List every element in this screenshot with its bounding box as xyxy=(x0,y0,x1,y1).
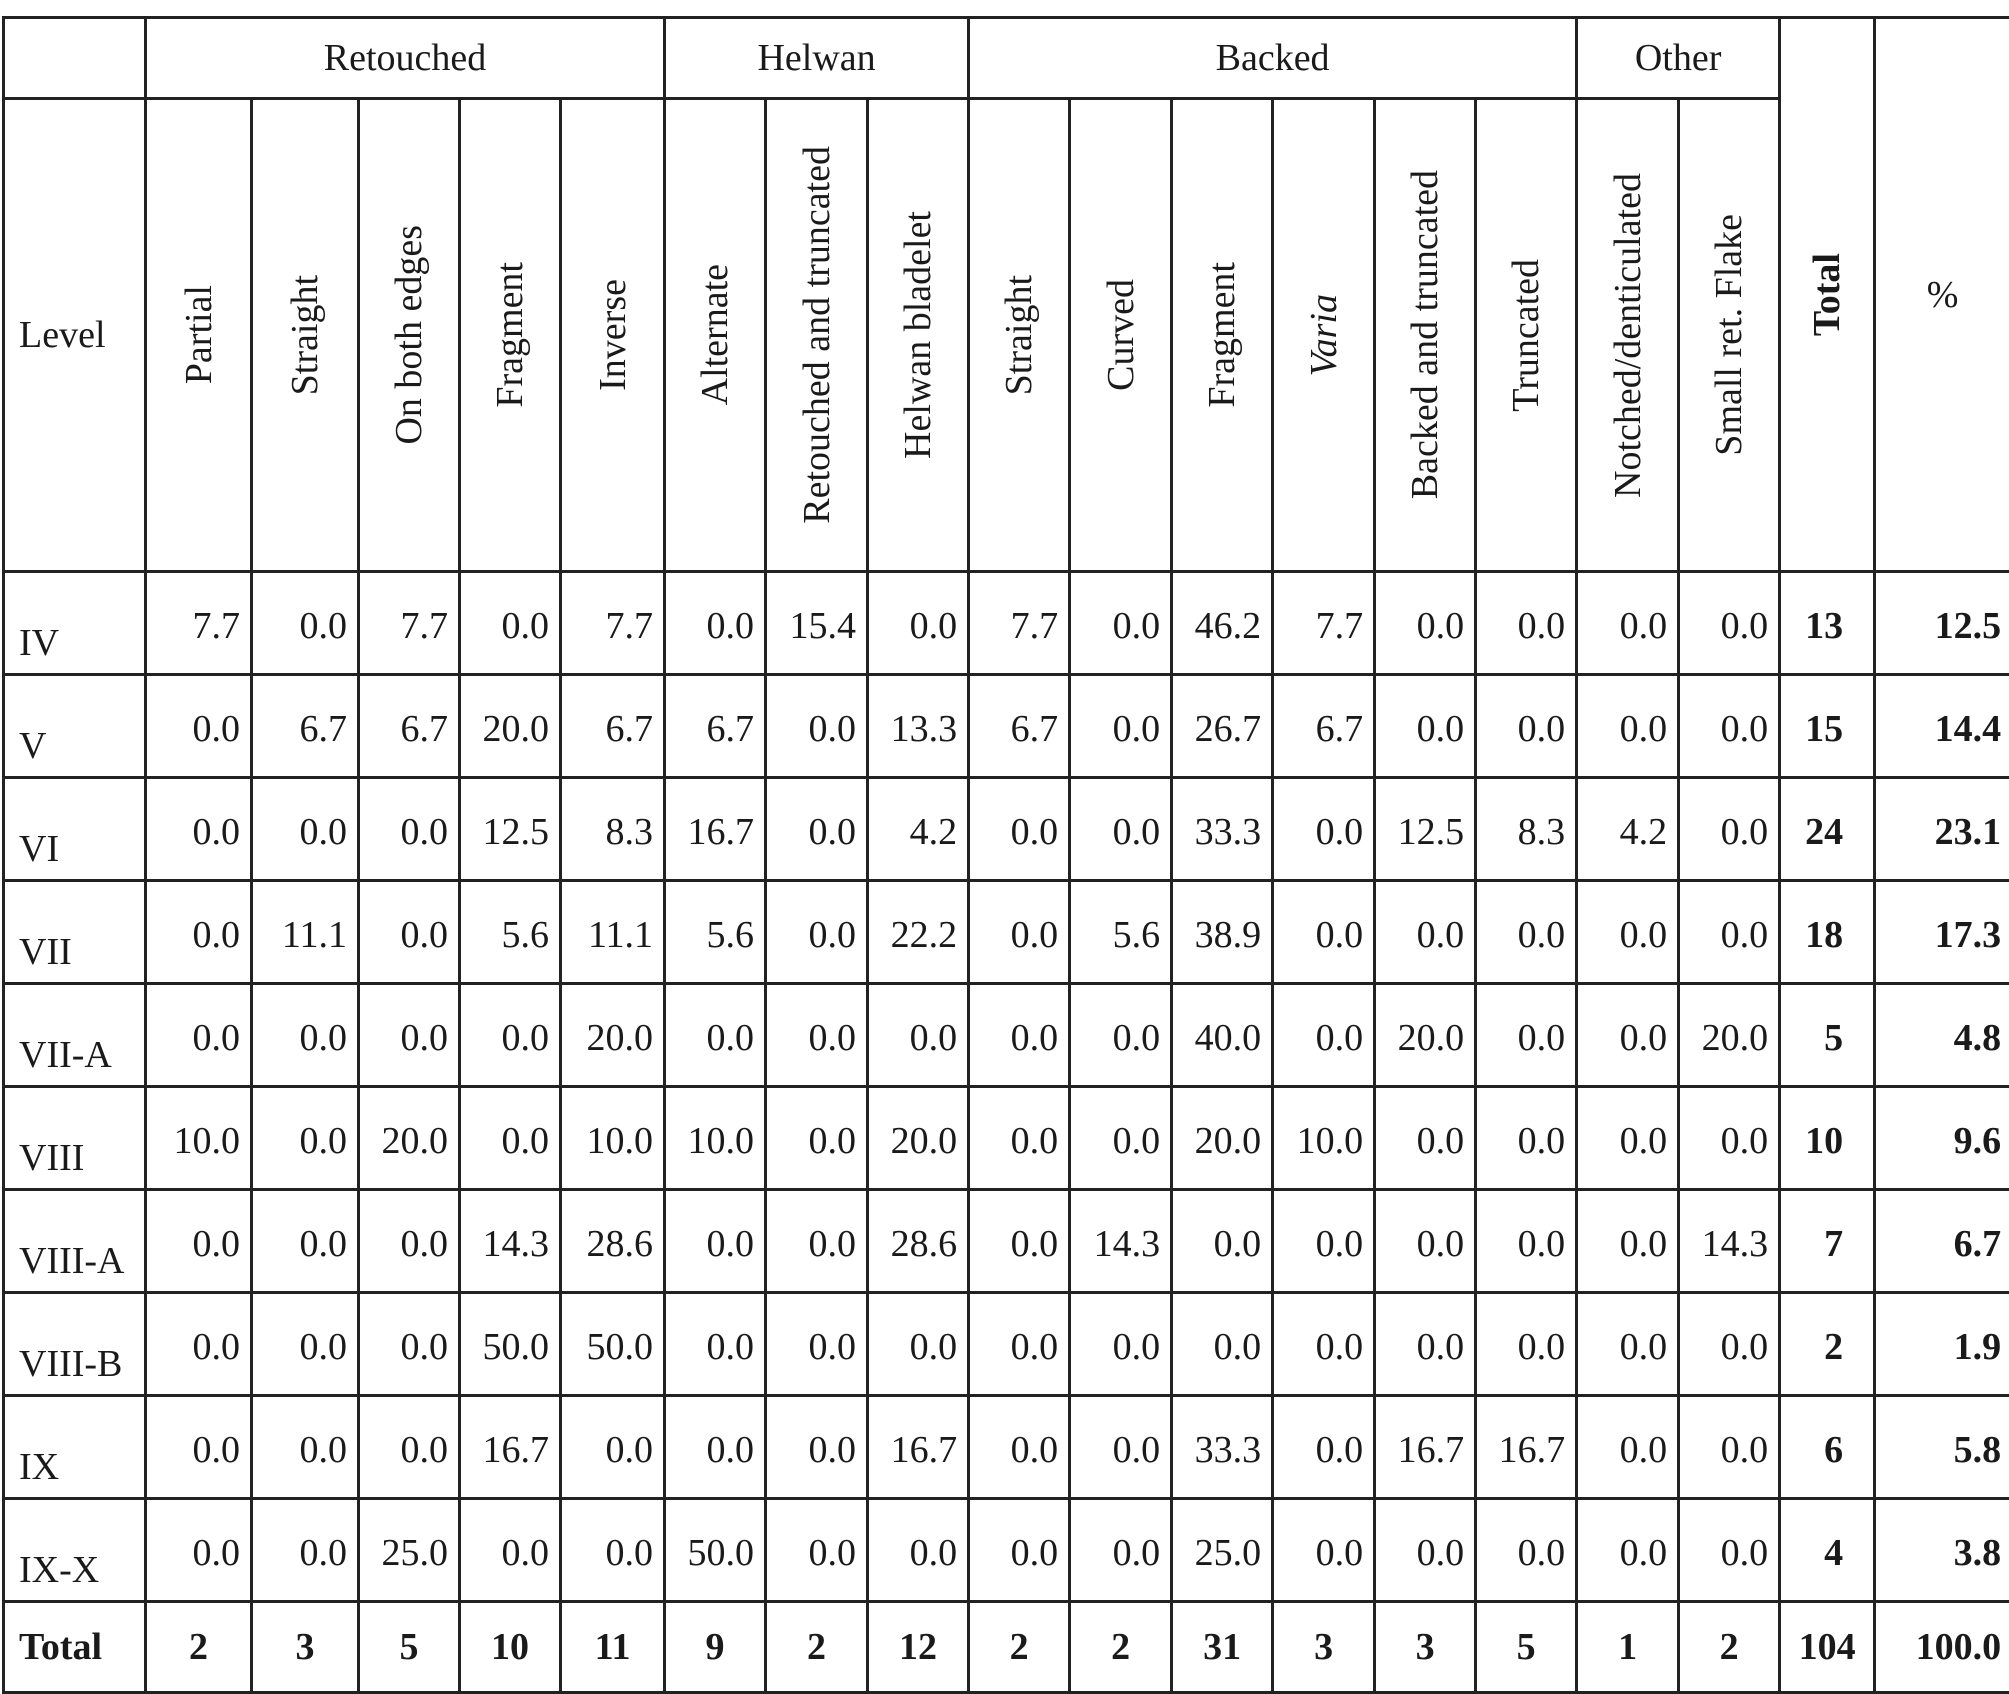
value-cell: 0.0 xyxy=(969,881,1070,984)
value-cell: 14.3 xyxy=(1679,1190,1780,1293)
value-cell: 0.0 xyxy=(1172,1293,1273,1396)
value-cell: 6.7 xyxy=(1273,675,1375,778)
total-header xyxy=(1780,18,1875,572)
value-cell: 46.2 xyxy=(1172,572,1273,675)
value-cell: 40.0 xyxy=(1172,984,1273,1087)
value-cell: 0.0 xyxy=(1577,984,1679,1087)
value-cell: 0.0 xyxy=(146,778,252,881)
value-cell: 0.0 xyxy=(969,1396,1070,1499)
value-cell: 0.0 xyxy=(561,1396,665,1499)
value-cell: 15.4 xyxy=(766,572,868,675)
value-cell: 0.0 xyxy=(1476,675,1577,778)
value-cell: 0.0 xyxy=(766,1190,868,1293)
value-cell: 0.0 xyxy=(665,1396,766,1499)
blank-corner-cell xyxy=(4,18,146,99)
value-cell: 0.0 xyxy=(146,675,252,778)
value-cell: 0.0 xyxy=(665,572,766,675)
row-percent-cell: 17.3 xyxy=(1875,881,2009,984)
column-header xyxy=(1273,99,1375,572)
value-cell: 0.0 xyxy=(146,984,252,1087)
value-cell: 16.7 xyxy=(1476,1396,1577,1499)
column-total-cell: 9 xyxy=(665,1602,766,1693)
column-header xyxy=(868,99,969,572)
table-row xyxy=(4,1293,2009,1396)
column-total-cell: 31 xyxy=(1172,1602,1273,1693)
column-header xyxy=(460,99,561,572)
totals-row xyxy=(4,1602,2009,1693)
value-cell: 20.0 xyxy=(460,675,561,778)
value-cell: 0.0 xyxy=(665,1190,766,1293)
value-cell: 25.0 xyxy=(1172,1499,1273,1602)
value-cell: 16.7 xyxy=(460,1396,561,1499)
value-cell: 0.0 xyxy=(766,1396,868,1499)
value-cell: 6.7 xyxy=(561,675,665,778)
row-percent-cell: 4.8 xyxy=(1875,984,2009,1087)
value-cell: 0.0 xyxy=(1273,1499,1375,1602)
row-total-cell: 24 xyxy=(1780,778,1875,881)
value-cell: 0.0 xyxy=(1679,1499,1780,1602)
value-cell: 0.0 xyxy=(1476,881,1577,984)
value-cell: 0.0 xyxy=(460,1499,561,1602)
value-cell: 0.0 xyxy=(969,1087,1070,1190)
value-cell: 11.1 xyxy=(561,881,665,984)
level-cell: VII-A xyxy=(4,984,146,1087)
column-header-label: Partial xyxy=(177,285,221,384)
value-cell: 6.7 xyxy=(252,675,359,778)
value-cell: 0.0 xyxy=(146,881,252,984)
value-cell: 0.0 xyxy=(1476,1293,1577,1396)
group-header-helwan: Helwan xyxy=(665,18,969,99)
column-header xyxy=(1476,99,1577,572)
value-cell: 0.0 xyxy=(766,881,868,984)
row-total-cell: 5 xyxy=(1780,984,1875,1087)
group-header-row xyxy=(4,18,2009,99)
value-cell: 0.0 xyxy=(1070,984,1172,1087)
value-cell: 7.7 xyxy=(561,572,665,675)
value-cell: 0.0 xyxy=(561,1499,665,1602)
value-cell: 50.0 xyxy=(561,1293,665,1396)
table-row xyxy=(4,1087,2009,1190)
value-cell: 0.0 xyxy=(1679,881,1780,984)
row-total-cell: 10 xyxy=(1780,1087,1875,1190)
table-row xyxy=(4,984,2009,1087)
group-header-other: Other xyxy=(1577,18,1780,99)
value-cell: 0.0 xyxy=(252,1396,359,1499)
column-header xyxy=(1577,99,1679,572)
column-header-label: Retouched and truncated xyxy=(795,146,839,524)
value-cell: 0.0 xyxy=(1679,675,1780,778)
value-cell: 0.0 xyxy=(146,1396,252,1499)
value-cell: 20.0 xyxy=(1172,1087,1273,1190)
value-cell: 4.2 xyxy=(1577,778,1679,881)
value-cell: 0.0 xyxy=(146,1190,252,1293)
value-cell: 0.0 xyxy=(665,1293,766,1396)
value-cell: 0.0 xyxy=(1577,572,1679,675)
value-cell: 26.7 xyxy=(1172,675,1273,778)
total-header-label: Total xyxy=(1805,253,1849,336)
column-header xyxy=(1679,99,1780,572)
table-row xyxy=(4,1499,2009,1602)
value-cell: 0.0 xyxy=(1273,1293,1375,1396)
column-header xyxy=(359,99,460,572)
value-cell: 0.0 xyxy=(868,1499,969,1602)
value-cell: 0.0 xyxy=(665,984,766,1087)
column-header xyxy=(1375,99,1476,572)
value-cell: 0.0 xyxy=(1476,572,1577,675)
value-cell: 0.0 xyxy=(146,1499,252,1602)
value-cell: 0.0 xyxy=(252,572,359,675)
column-total-cell: 3 xyxy=(1273,1602,1375,1693)
group-header-retouched: Retouched xyxy=(146,18,665,99)
column-total-cell: 2 xyxy=(1679,1602,1780,1693)
grand-total-cell: 104 xyxy=(1780,1602,1875,1693)
value-cell: 0.0 xyxy=(766,1087,868,1190)
column-header-label: Varia xyxy=(1302,294,1346,376)
value-cell: 0.0 xyxy=(1476,1499,1577,1602)
value-cell: 16.7 xyxy=(665,778,766,881)
value-cell: 0.0 xyxy=(1375,572,1476,675)
column-header-label: Notched/denticulated xyxy=(1606,173,1650,498)
column-total-cell: 3 xyxy=(1375,1602,1476,1693)
value-cell: 0.0 xyxy=(1577,675,1679,778)
level-cell: VI xyxy=(4,778,146,881)
value-cell: 0.0 xyxy=(1375,881,1476,984)
value-cell: 0.0 xyxy=(1476,1190,1577,1293)
value-cell: 0.0 xyxy=(868,984,969,1087)
level-cell: VIII xyxy=(4,1087,146,1190)
value-cell: 0.0 xyxy=(868,572,969,675)
value-cell: 4.2 xyxy=(868,778,969,881)
column-total-cell: 11 xyxy=(561,1602,665,1693)
value-cell: 0.0 xyxy=(1577,881,1679,984)
column-header-label: Fragment xyxy=(488,262,532,408)
row-percent-cell: 1.9 xyxy=(1875,1293,2009,1396)
column-header xyxy=(969,99,1070,572)
value-cell: 10.0 xyxy=(1273,1087,1375,1190)
value-cell: 8.3 xyxy=(561,778,665,881)
value-cell: 0.0 xyxy=(1375,1087,1476,1190)
value-cell: 28.6 xyxy=(868,1190,969,1293)
column-total-cell: 2 xyxy=(766,1602,868,1693)
value-cell: 5.6 xyxy=(665,881,766,984)
value-cell: 0.0 xyxy=(969,1293,1070,1396)
value-cell: 20.0 xyxy=(1679,984,1780,1087)
value-cell: 12.5 xyxy=(1375,778,1476,881)
column-header xyxy=(1172,99,1273,572)
value-cell: 0.0 xyxy=(1577,1087,1679,1190)
value-cell: 0.0 xyxy=(969,984,1070,1087)
value-cell: 33.3 xyxy=(1172,778,1273,881)
value-cell: 0.0 xyxy=(1273,1396,1375,1499)
value-cell: 0.0 xyxy=(1070,778,1172,881)
row-percent-cell: 23.1 xyxy=(1875,778,2009,881)
column-total-cell: 3 xyxy=(252,1602,359,1693)
column-total-cell: 1 xyxy=(1577,1602,1679,1693)
level-cell: VIII-B xyxy=(4,1293,146,1396)
value-cell: 7.7 xyxy=(969,572,1070,675)
value-cell: 0.0 xyxy=(359,1190,460,1293)
value-cell: 0.0 xyxy=(1476,984,1577,1087)
value-cell: 7.7 xyxy=(146,572,252,675)
value-cell: 12.5 xyxy=(460,778,561,881)
column-header-row xyxy=(4,99,2009,572)
row-percent-cell: 14.4 xyxy=(1875,675,2009,778)
value-cell: 10.0 xyxy=(561,1087,665,1190)
value-cell: 0.0 xyxy=(766,778,868,881)
value-cell: 0.0 xyxy=(1679,1293,1780,1396)
group-header-backed: Backed xyxy=(969,18,1577,99)
value-cell: 28.6 xyxy=(561,1190,665,1293)
column-header xyxy=(1070,99,1172,572)
level-cell: IV xyxy=(4,572,146,675)
value-cell: 0.0 xyxy=(1679,572,1780,675)
row-total-cell: 15 xyxy=(1780,675,1875,778)
value-cell: 0.0 xyxy=(359,778,460,881)
value-cell: 0.0 xyxy=(1273,778,1375,881)
table-row xyxy=(4,675,2009,778)
value-cell: 7.7 xyxy=(1273,572,1375,675)
value-cell: 0.0 xyxy=(460,1087,561,1190)
value-cell: 0.0 xyxy=(1375,1499,1476,1602)
value-cell: 0.0 xyxy=(1070,675,1172,778)
value-cell: 0.0 xyxy=(1577,1190,1679,1293)
value-cell: 0.0 xyxy=(1070,1087,1172,1190)
value-cell: 7.7 xyxy=(359,572,460,675)
column-header-label: Backed and truncated xyxy=(1403,170,1447,499)
value-cell: 0.0 xyxy=(252,1190,359,1293)
column-header xyxy=(561,99,665,572)
value-cell: 0.0 xyxy=(969,778,1070,881)
value-cell: 0.0 xyxy=(252,984,359,1087)
percent-header: % xyxy=(1875,18,2009,572)
value-cell: 0.0 xyxy=(252,778,359,881)
value-cell: 22.2 xyxy=(868,881,969,984)
value-cell: 11.1 xyxy=(252,881,359,984)
value-cell: 0.0 xyxy=(1679,778,1780,881)
value-cell: 0.0 xyxy=(1375,1190,1476,1293)
column-header-label: Curved xyxy=(1099,279,1143,391)
column-header-label: Small ret. Flake xyxy=(1707,214,1751,456)
value-cell: 0.0 xyxy=(460,984,561,1087)
totals-label: Total xyxy=(4,1602,146,1693)
value-cell: 0.0 xyxy=(252,1499,359,1602)
column-header-label: On both edges xyxy=(387,225,431,445)
column-total-cell: 2 xyxy=(1070,1602,1172,1693)
column-header xyxy=(665,99,766,572)
table-row xyxy=(4,1396,2009,1499)
value-cell: 20.0 xyxy=(868,1087,969,1190)
column-header-label: Straight xyxy=(997,275,1041,395)
value-cell: 5.6 xyxy=(460,881,561,984)
row-percent-cell: 12.5 xyxy=(1875,572,2009,675)
table-row xyxy=(4,778,2009,881)
row-percent-cell: 3.8 xyxy=(1875,1499,2009,1602)
value-cell: 13.3 xyxy=(868,675,969,778)
value-cell: 0.0 xyxy=(1577,1396,1679,1499)
value-cell: 0.0 xyxy=(1476,1087,1577,1190)
value-cell: 0.0 xyxy=(1172,1190,1273,1293)
column-header-label: Alternate xyxy=(693,264,737,405)
level-cell: VIII-A xyxy=(4,1190,146,1293)
column-header-label: Fragment xyxy=(1200,262,1244,408)
value-cell: 20.0 xyxy=(1375,984,1476,1087)
value-cell: 38.9 xyxy=(1172,881,1273,984)
row-total-cell: 18 xyxy=(1780,881,1875,984)
column-total-cell: 12 xyxy=(868,1602,969,1693)
value-cell: 16.7 xyxy=(1375,1396,1476,1499)
value-cell: 50.0 xyxy=(460,1293,561,1396)
value-cell: 0.0 xyxy=(460,572,561,675)
column-total-cell: 10 xyxy=(460,1602,561,1693)
value-cell: 10.0 xyxy=(146,1087,252,1190)
value-cell: 0.0 xyxy=(1070,572,1172,675)
table-row xyxy=(4,572,2009,675)
value-cell: 0.0 xyxy=(252,1293,359,1396)
value-cell: 25.0 xyxy=(359,1499,460,1602)
value-cell: 0.0 xyxy=(969,1190,1070,1293)
value-cell: 6.7 xyxy=(969,675,1070,778)
value-cell: 0.0 xyxy=(766,1499,868,1602)
row-total-cell: 4 xyxy=(1780,1499,1875,1602)
row-total-cell: 13 xyxy=(1780,572,1875,675)
row-percent-cell: 5.8 xyxy=(1875,1396,2009,1499)
value-cell: 0.0 xyxy=(252,1087,359,1190)
value-cell: 0.0 xyxy=(1273,984,1375,1087)
value-cell: 0.0 xyxy=(1679,1396,1780,1499)
value-cell: 0.0 xyxy=(1070,1293,1172,1396)
lithic-typology-table xyxy=(2,16,2009,1694)
value-cell: 0.0 xyxy=(359,1293,460,1396)
value-cell: 0.0 xyxy=(359,1396,460,1499)
value-cell: 16.7 xyxy=(868,1396,969,1499)
value-cell: 0.0 xyxy=(1070,1499,1172,1602)
column-header-label: Inverse xyxy=(591,279,635,391)
value-cell: 50.0 xyxy=(665,1499,766,1602)
value-cell: 0.0 xyxy=(359,881,460,984)
value-cell: 0.0 xyxy=(359,984,460,1087)
value-cell: 0.0 xyxy=(1577,1499,1679,1602)
level-cell: IX-X xyxy=(4,1499,146,1602)
level-cell: IX xyxy=(4,1396,146,1499)
value-cell: 6.7 xyxy=(359,675,460,778)
column-header-label: Straight xyxy=(283,275,327,395)
value-cell: 8.3 xyxy=(1476,778,1577,881)
value-cell: 0.0 xyxy=(1679,1087,1780,1190)
value-cell: 0.0 xyxy=(1273,881,1375,984)
value-cell: 33.3 xyxy=(1172,1396,1273,1499)
value-cell: 0.0 xyxy=(766,984,868,1087)
column-total-cell: 5 xyxy=(1476,1602,1577,1693)
value-cell: 5.6 xyxy=(1070,881,1172,984)
value-cell: 0.0 xyxy=(766,675,868,778)
column-header-label: Helwan bladelet xyxy=(896,211,940,459)
table-row xyxy=(4,881,2009,984)
value-cell: 6.7 xyxy=(665,675,766,778)
column-total-cell: 2 xyxy=(969,1602,1070,1693)
column-header-label: Truncated xyxy=(1504,259,1548,412)
column-header xyxy=(252,99,359,572)
value-cell: 14.3 xyxy=(460,1190,561,1293)
value-cell: 0.0 xyxy=(1375,1293,1476,1396)
row-percent-cell: 6.7 xyxy=(1875,1190,2009,1293)
column-header xyxy=(766,99,868,572)
column-header xyxy=(146,99,252,572)
column-total-cell: 2 xyxy=(146,1602,252,1693)
value-cell: 0.0 xyxy=(766,1293,868,1396)
level-cell: V xyxy=(4,675,146,778)
value-cell: 0.0 xyxy=(868,1293,969,1396)
value-cell: 0.0 xyxy=(1375,675,1476,778)
table-row xyxy=(4,1190,2009,1293)
value-cell: 0.0 xyxy=(1577,1293,1679,1396)
value-cell: 0.0 xyxy=(1070,1396,1172,1499)
row-total-cell: 7 xyxy=(1780,1190,1875,1293)
row-total-cell: 6 xyxy=(1780,1396,1875,1499)
level-header: Level xyxy=(4,99,146,572)
level-cell: VII xyxy=(4,881,146,984)
column-total-cell: 5 xyxy=(359,1602,460,1693)
value-cell: 20.0 xyxy=(561,984,665,1087)
value-cell: 0.0 xyxy=(969,1499,1070,1602)
row-total-cell: 2 xyxy=(1780,1293,1875,1396)
grand-percent-cell: 100.0 xyxy=(1875,1602,2009,1693)
value-cell: 20.0 xyxy=(359,1087,460,1190)
row-percent-cell: 9.6 xyxy=(1875,1087,2009,1190)
value-cell: 10.0 xyxy=(665,1087,766,1190)
value-cell: 0.0 xyxy=(146,1293,252,1396)
value-cell: 0.0 xyxy=(1273,1190,1375,1293)
value-cell: 14.3 xyxy=(1070,1190,1172,1293)
